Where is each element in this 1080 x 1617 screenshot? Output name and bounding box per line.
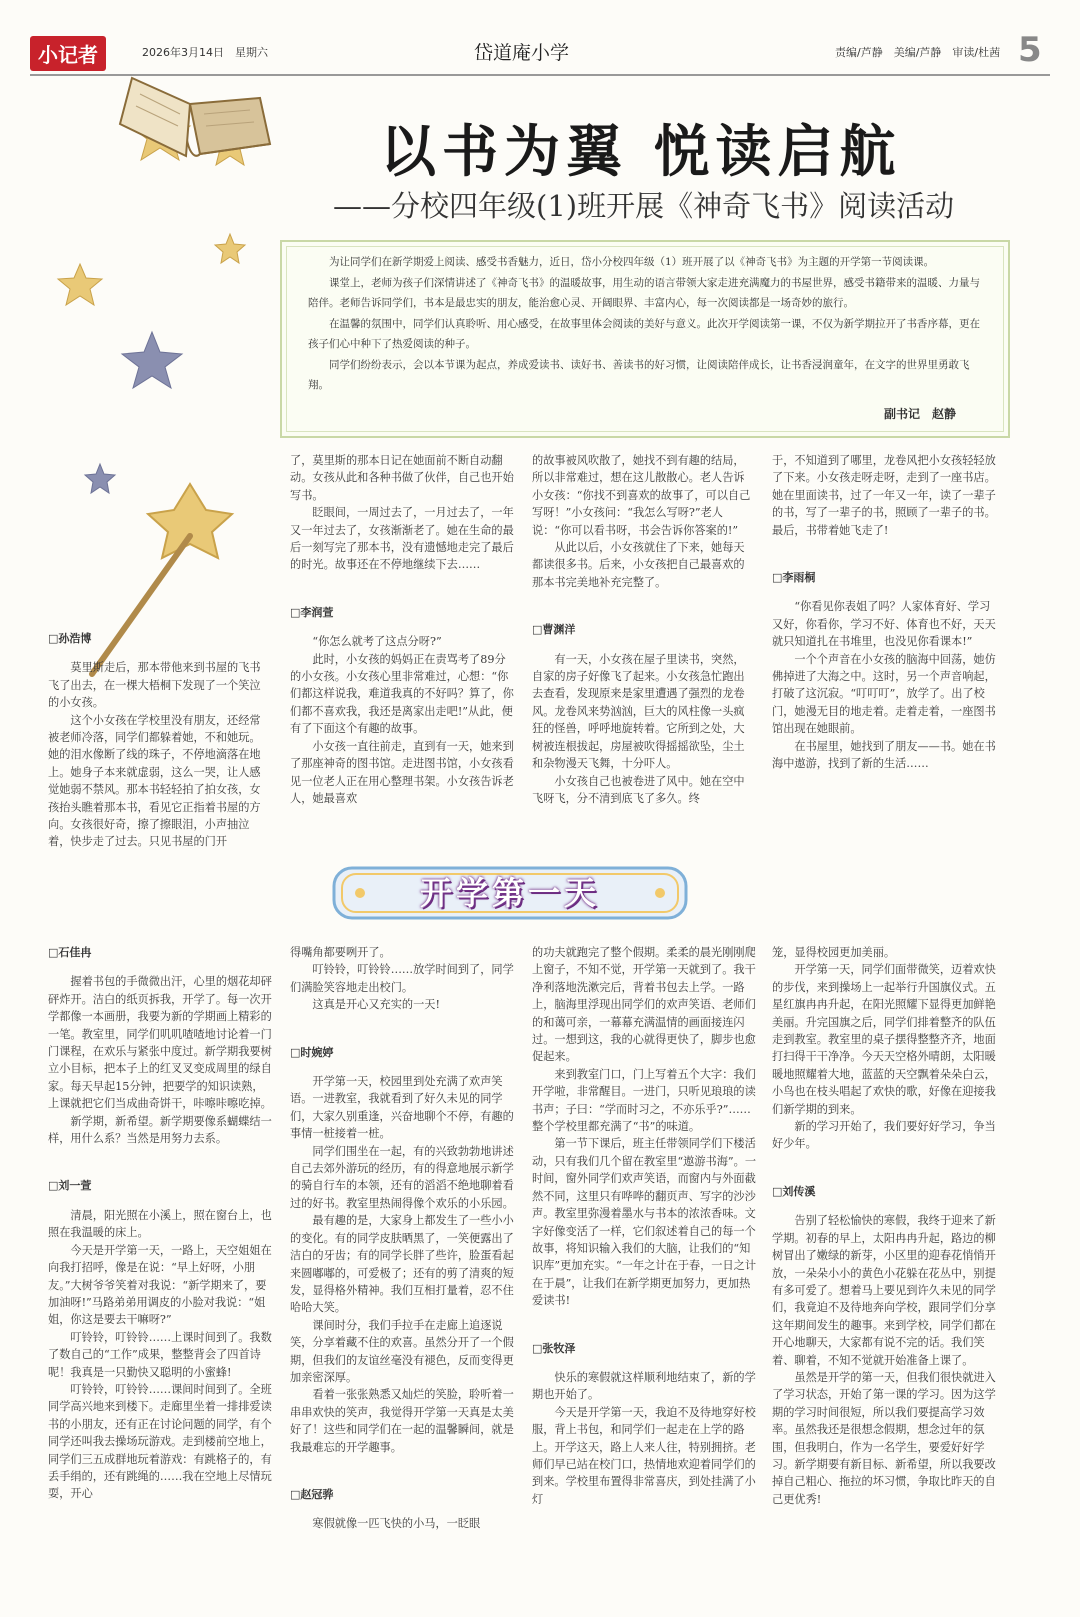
article-paragraph: 叮铃铃，叮铃铃……课间时间到了。全班同学高兴地来到楼下。走廊里坐着一排排爱读书的小朋友，还有正在讨论问题的同学，有个同学还叫我去操场玩游戏。走到楼前空地上，同学们三五成群地玩着游戏：有跳格子的，有丢手绢的，还有跳绳的……我在空地上尽情玩耍，开心	[48, 1382, 272, 1501]
column-gap	[290, 1014, 516, 1044]
column-gap	[48, 1147, 274, 1177]
article-paragraph: 小女孩自己也被卷进了风中。她在空中飞呀飞，分不清到底飞了多久。终	[532, 774, 745, 805]
intro-paragraph: 同学们纷纷表示，会以本节课为起点，养成爱读书、读好书、善读书的好习惯，让阅读陪伴成长，让书香浸润童年，在文字的世界里勇敢飞翔。	[308, 358, 970, 391]
article-paragraph: 了，莫里斯的那本日记在她面前不断自动翻动。女孩从此和各种书做了伙伴，自己也开始写书。	[290, 454, 514, 502]
article-paragraph: 的功夫就跑完了整个假期。柔柔的晨光刚刚爬上窗子，不知不觉，开学第一天就到了。我干净利落地洗漱完后，背着书包去上学。一路上，脑海里浮现出同学们的欢声笑语、老师们的和蔼可亲，一幕幕充满温情的画面接连闪过。一想到这，我的心就得更快了，脚步也愈促起来。	[532, 946, 756, 1064]
intro-paragraph: 在温馨的氛围中，同学们认真聆听、用心感受，在故事里体会阅读的美好与意义。此次开学阅读第一课，不仅为新学期拉开了书香序幕，更在孩子们心中种下了热爱阅读的种子。	[308, 317, 980, 350]
article-author: □张牧泽	[532, 1341, 576, 1355]
article-author: □刘传溪	[772, 1184, 816, 1198]
column-gap	[772, 539, 998, 569]
section-tag: 小记者	[30, 36, 106, 71]
star-icon	[85, 464, 115, 493]
issue-date: 2026年3月14日 星期六	[142, 46, 268, 59]
article-paragraph: 小女孩一直往前走，直到有一天，她来到了那座神奇的图书馆。走进图书馆，小女孩看见一位老人正在用心整理书架。小女孩告诉老人，她最喜欢	[290, 739, 514, 805]
intro-paragraph: 课堂上，老师为孩子们深情讲述了《神奇飞书》的温暖故事，用生动的语言带领大家走进充满魔力的书屋世界，感受书籍带来的温暖、力量与陪伴。老师告诉同学们，书本是最忠实的朋友，能治愈心灵、开阔眼界、丰富内心，每一次阅读都是一场奇妙的旅行。	[308, 276, 980, 309]
wand-star-icon	[148, 484, 232, 558]
article-paragraph: 同学们围坐在一起，有的兴致勃勃地讲述自己去郊外游玩的经历，有的得意地展示新学的骑自行车的本领，还有的滔滔不绝地聊着看过的好书。教室里热闹得像个欢乐的小乐园。	[290, 1144, 514, 1210]
article-paragraph: 来到教室门口，门上写着五个大字：我们开学啦，非常醒目。一进门，只听见琅琅的读书声；子曰：“学而时习之，不亦乐乎?”……整个学校里都充满了“书”的味道。	[532, 1067, 756, 1134]
article-paragraph: 有一天，小女孩在屋子里读书，突然，自家的房子好像飞了起来。小女孩急忙跑出去查看，发现原来是家里遭遇了强烈的龙卷风。龙卷风来势汹汹，巨大的风柱像一头疯狂的怪兽，呼呼地旋转着。它所到之处，大树被连根拔起，房屋被吹得摇摇欲坠，尘土和杂物漫天飞舞，十分吓人。	[532, 652, 745, 771]
article-paragraph: 莫里斯走后，那本带他来到书屋的飞书飞了出去，在一棵大梧桐下发现了一个笑泣的小女孩。	[48, 661, 261, 710]
column-gap	[532, 1310, 756, 1340]
article-paragraph: 的故事被风吹散了，她找不到有趣的结局，所以非常难过，想在这儿散散心。老人告诉小女孩：“你找不到喜欢的故事了，可以自己写呀！”小女孩问：“我怎么写呀?”老人说：“你可以看书呀，书会告诉你答案的!”	[532, 454, 751, 537]
section-banner-title: 开学第一天	[419, 874, 600, 912]
star-icon	[215, 234, 245, 263]
book-icon	[120, 78, 270, 156]
masthead	[30, 30, 1050, 76]
star-icon	[58, 264, 102, 305]
school-name: 岱道庵小学	[474, 42, 570, 64]
article-paragraph: 今天是开学第一天，一路上，天空姐姐在向我打招呼，像是在说：“早上好呀，小朋友。”大树爷爷笑着对我说：“新学期来了，要加油呀!”马路弟弟用调皮的小脸对我说：“姐姐，你这是要去干嘛呀?”	[48, 1243, 272, 1327]
article-paragraph: 新的学习开始了，我们要好好学习，争当好少年。	[772, 1120, 996, 1151]
article-paragraph: 开学第一天，同学们面带微笑，迈着欢快的步伐，来到操场上一起举行升国旗仪式。五星红旗冉冉升起，在阳光照耀下显得更加鲜艳美丽。升完国旗之后，同学们排着整齐的队伍走到教室。教室里的桌子摆得整整齐齐，地面打扫得干干净净。今天天空格外晴朗，太阳暖暖地照耀着大地，蓝蓝的天空飘着朵朵白云，小鸟也在枝头唱起了欢快的歌，好像在迎接我们新学期的到来。	[772, 963, 996, 1116]
editor-credits: 责编/芦静 美编/芦静 审读/杜茜	[835, 46, 1001, 59]
article-paragraph: 此时，小女孩的妈妈正在责骂考了89分的小女孩。小女孩心里非常难过，心想：“你们都这样说我，难道我真的不好吗？算了，你们都不喜欢我，我还是离家出走吧!”从此，便有了下面这个有趣的故事。	[290, 652, 514, 736]
column-gap	[290, 1456, 516, 1486]
upper-column-2	[290, 452, 514, 852]
book-wand-illustration	[40, 84, 280, 594]
upper-column-1	[48, 600, 268, 849]
article-paragraph: 寒假就像一匹飞快的小马，一眨眼	[312, 1517, 481, 1531]
article-author: □李雨桐	[772, 571, 816, 585]
intro-box	[280, 240, 1010, 438]
article-paragraph: 第一节下课后，班主任带领同学们下楼活动，只有我们几个留在教室里“遨游书海”。一时间，窗外同学们欢声笑语，而窗内与外面截然不同，这里只有哗哗的翻页声、写字的沙沙声。教室里弥漫着墨水与书本的浓浓香味。文字好像变活了一样，它们叙述着自己的每一个故事，将知识输入我们的大脑，让我们的“知识库”更加充实。“一年之计在于春，一日之计在于晨”，让我们在新学期更加努力，更加热爱读书!	[532, 1137, 757, 1308]
article-paragraph: 眨眼间，一周过去了，一月过去了，一年又一年过去了，女孩渐渐老了。她在生命的最后一刻写完了那本书，没有遗憾地走完了最后的时光。故事还在不停地继续下去……	[290, 506, 514, 572]
article-paragraph: 快乐的寒假就这样顺利地结束了，新的学期也开始了。	[532, 1370, 756, 1402]
article-author: □李润萱	[290, 605, 334, 619]
article-paragraph: 一个个声音在小女孩的脑海中回荡，她仿佛掉进了大海之中。这时，另一个声音响起，打破了这沉寂。“叮叮叮”，放学了。出了校门，她漫无目的地走着。走着走着，一座图书馆出现在她眼前。	[772, 652, 996, 736]
article-paragraph: 握着书包的手微微出汗，心里的烟花却砰砰炸开。洁白的纸页拆我，开学了。每一次开学都像一本画册，我要为新的学期画上精彩的一笔。教室里，同学们叽叽喳喳地讨论着一门门课程，在欢乐与紧张中度过。新学期我要树立小目标，把本子上的红叉叉变成周里的绿自家。每天早起15分钟，把要学的知识读熟，上课就把它们当成曲奇饼干，咔嚓咔嚓吃掉。	[48, 975, 272, 1111]
column-gap	[48, 600, 268, 630]
upper-column-4	[772, 452, 998, 852]
article-paragraph: “你怎么就考了这点分呀?”	[312, 635, 442, 649]
column-gap	[290, 574, 514, 604]
article-paragraph: 笼，显得校园更加美丽。	[772, 946, 896, 959]
lower-column-4	[772, 944, 1000, 1604]
article-paragraph: 虽然是开学的第一天，但我们很快就进入了学习状态，开始了第一课的学习。因为这学期的学习时间很短，所以我们要提高学习效率。虽然我还是很想念假期，想念过年的氛围，但我明白，作为一名学生，要爱好好学习。新学期要有新目标、新希望，所以我要改掉自己粗心、拖拉的坏习惯，争取比昨天的自己更优秀!	[772, 1370, 996, 1506]
masthead-rule	[30, 74, 1050, 76]
article-paragraph: 于，不知道到了哪里，龙卷风把小女孩轻轻放了下来。小女孩走呀走呀，走到了一座书店。她在里面读书，过了一年又一年，读了一辈子的书，写了一辈子的书，照顾了一辈子的书。最后，书带着她飞走了!	[772, 454, 996, 537]
article-paragraph: 从此以后，小女孩就住了下来，她每天都读很多书。后来，小女孩把自己最喜欢的那本书完美地补充完整了。	[532, 541, 745, 589]
article-author: □刘一萱	[48, 1179, 92, 1193]
article-paragraph: 叮铃铃，叮铃铃……上课时间到了。我数了数自己的“工作”成果，整整背会了四首诗呢！我真是一只勤快又聪明的小蜜蜂!	[48, 1330, 272, 1379]
article-paragraph: 看着一张张熟悉又灿烂的笑脸，聆听着一串串欢快的笑声，我觉得开学第一天真是太美好了！这些和同学们在一起的温馨瞬间，就是我最难忘的开学趣事。	[290, 1388, 514, 1454]
article-paragraph: 清晨，阳光照在小溪上，照在窗台上，也照在我温暖的床上。	[48, 1208, 272, 1240]
article-paragraph: 这真是开心又充实的一天!	[312, 998, 440, 1012]
column-gap	[772, 1153, 1000, 1183]
article-paragraph: 课间时分，我们手拉手在走廊上追逐说笑，分享着藏不住的欢喜。虽然分开了一个假期，但我们的友谊丝毫没有褪色，反而变得更加亲密深厚。	[290, 1318, 514, 1384]
article-paragraph: 在书屋里，她找到了朋友——书。她在书海中遨游，找到了新的生活……	[772, 739, 996, 771]
upper-column-3	[532, 452, 754, 852]
intro-signature: 副书记 赵静	[883, 407, 956, 421]
article-paragraph: 开学第一天，校园里到处充满了欢声笑语。一进教室，我就看到了好久未见的同学们，大家久别重逢，兴奋地聊个不停，有趣的事情一桩接着一桩。	[290, 1075, 514, 1141]
intro-paragraph: 为让同学们在新学期爱上阅读、感受书香魅力，近日，岱小分校四年级（1）班开展了以《神奇飞书》为主题的开学第一节阅读课。	[329, 256, 935, 268]
lower-column-1	[48, 944, 274, 1604]
article-paragraph: 告别了轻松愉快的寒假，我终于迎来了新学期。初春的早上，太阳冉冉升起，路边的柳树冒出了嫩绿的新芽，小区里的迎春花悄悄开放，一朵朵小小的黄色小花躲在花丛中，别提有多可爱了。想着马上要见到许久未见的同学们，我竟迫不及待地奔向学校，跟同学们分享这年期间发生的趣事。来到学校，同学们都在开心地聊天，大家都有说不完的话。我们笑着、聊着，不知不觉就开始准备上课了。	[772, 1214, 996, 1367]
article-author: □石佳冉	[48, 946, 92, 959]
lower-column-3	[532, 944, 756, 1604]
article-paragraph: 最有趣的是，大家身上都发生了一些小小的变化。有的同学皮肤晒黑了，一笑便露出了洁白的牙齿；有的同学长胖了些许，脸蛋看起来圆嘟嘟的，可爱极了；还有的剪了清爽的短发，显得格外精神。我们互相打量着，忍不住哈哈大笑。	[290, 1214, 514, 1315]
article-paragraph: 得嘴角都要咧开了。	[290, 946, 391, 959]
lower-column-2	[290, 944, 516, 1604]
article-paragraph: 今天是开学第一天，我迫不及待地穿好校服，背上书包，和同学们一起走在上学的路上。开学这天，路上人来人往，特别拥挤。老师们早已站在校门口，热情地欢迎着同学们的到来。学校里布置得非常喜庆，到处挂满了小灯	[532, 1405, 756, 1506]
article-paragraph: 叮铃铃，叮铃铃……放学时间到了，同学们满脸笑容地走出校门。	[290, 963, 514, 994]
article-author: □曹渊洋	[532, 623, 576, 637]
article-paragraph: “你看见你表姐了吗？人家体育好、学习又好，你看你，学习不好、体育也不好，天天就只知道扎在书堆里，也没见你看课本!”	[772, 600, 996, 649]
headline-subtitle: ——分校四年级(1)班开展《神奇飞书》阅读活动	[333, 189, 955, 223]
star-icon	[122, 332, 182, 388]
page-number: 5	[1018, 30, 1042, 70]
column-gap	[532, 591, 754, 621]
article-paragraph: 新学期，新希望。新学期要像系蝴蝶结一样，用什么系？当然是用努力去系。	[48, 1114, 272, 1146]
article-author: □赵冠骅	[290, 1487, 334, 1501]
article-author: □孙浩博	[48, 632, 92, 645]
article-author: □时婉婷	[290, 1045, 334, 1059]
article-paragraph: 这个小女孩在学校里没有朋友，还经常被老师冷落，同学们都躲着她，不和她玩。她的泪水像断了线的珠子，不停地滴落在地上。她身子本来就虚弱，这么一哭，让人感觉她弱不禁风。那本书轻轻拍了拍女孩，女孩抬头瞧着那本书，看见它正指着书屋的方向。女孩很好奇，擦了擦眼泪，小声抽泣着，快步走了过去。只见书屋的门开	[48, 713, 261, 849]
headline-title: 以书为翼 悦读启航	[380, 120, 902, 185]
